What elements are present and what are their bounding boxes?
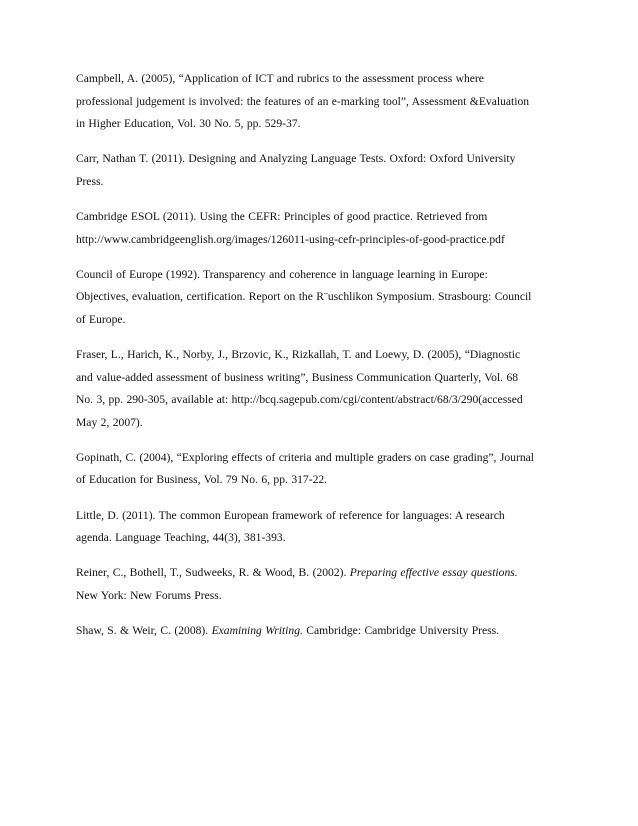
reference-line: agenda. Language Teaching, 44(3), 381-393. [76,531,286,545]
reference-line: May 2, 2007). [76,415,143,429]
reference-title-italic: Preparing effective essay questions. [349,566,518,580]
reference-line: Fraser, L., Harich, K., Norby, J., Brzovic, K., Rizkallah, T. and Loewy, D. (2005), “Diagnostic [76,347,521,361]
reference-text: Shaw, S. & Weir, C. (2008). [76,623,212,637]
reference-line: Press. [76,174,104,188]
reference-text: Cambridge: Cambridge University Press. [302,623,500,637]
reference-line: Gopinath, C. (2004), “Exploring effects of criteria and multiple graders on case grading”, Journal [76,450,534,464]
reference-entry-council-of-europe [76,264,566,332]
reference-line [76,562,566,585]
reference-entry-gopinath [76,447,566,492]
reference-line: Cambridge ESOL (2011). Using the CEFR: Principles of good practice. Retrieved from [76,209,488,223]
reference-line: in Higher Education, Vol. 30 No. 5, pp. 529-37. [76,117,301,131]
reference-line: professional judgement is involved: the features of an e-marking tool”, Assessment &Evaluation [76,94,530,108]
reference-line: No. 3, pp. 290-305, available at: http://bcq.sagepub.com/cgi/content/abstract/68/3/290(accessed [76,393,523,407]
reference-line: New York: New Forums Press. [76,588,222,602]
reference-list [76,68,566,655]
reference-entry-reiner [76,562,566,607]
reference-line: Little, D. (2011). The common European framework of reference for languages: A research [76,508,505,522]
reference-entry-fraser [76,344,566,434]
reference-line: and value-added assessment of business writing”, Business Communication Quarterly, Vol. 68 [76,370,519,384]
reference-line: Carr, Nathan T. (2011). Designing and Analyzing Language Tests. Oxford: Oxford University [76,152,516,166]
reference-line: of Europe. [76,312,126,326]
reference-entry-shaw [76,620,566,643]
reference-entry-campbell [76,68,566,136]
reference-entry-little [76,505,566,550]
reference-title-italic: Examining Writing. [211,623,303,637]
reference-line: of Education for Business, Vol. 79 No. 6, pp. 317-22. [76,473,328,487]
reference-line [76,620,566,643]
reference-entry-cambridge-esol [76,206,566,251]
reference-line: Objectives, evaluation, certification. Report on the R¨uschlikon Symposium. Strasbourg: Council [76,290,532,304]
reference-line: Campbell, A. (2005), “Application of ICT and rubrics to the assessment process where [76,72,484,85]
reference-url: http://www.cambridgeenglish.org/images/126011-using-cefr-principles-of-good-practice.pdf [76,232,505,246]
reference-line: Council of Europe (1992). Transparency and coherence in language learning in Europe: [76,267,488,281]
reference-entry-carr [76,148,566,193]
reference-text: Reiner, C., Bothell, T., Sudweeks, R. & Wood, B. (2002). [76,566,350,580]
